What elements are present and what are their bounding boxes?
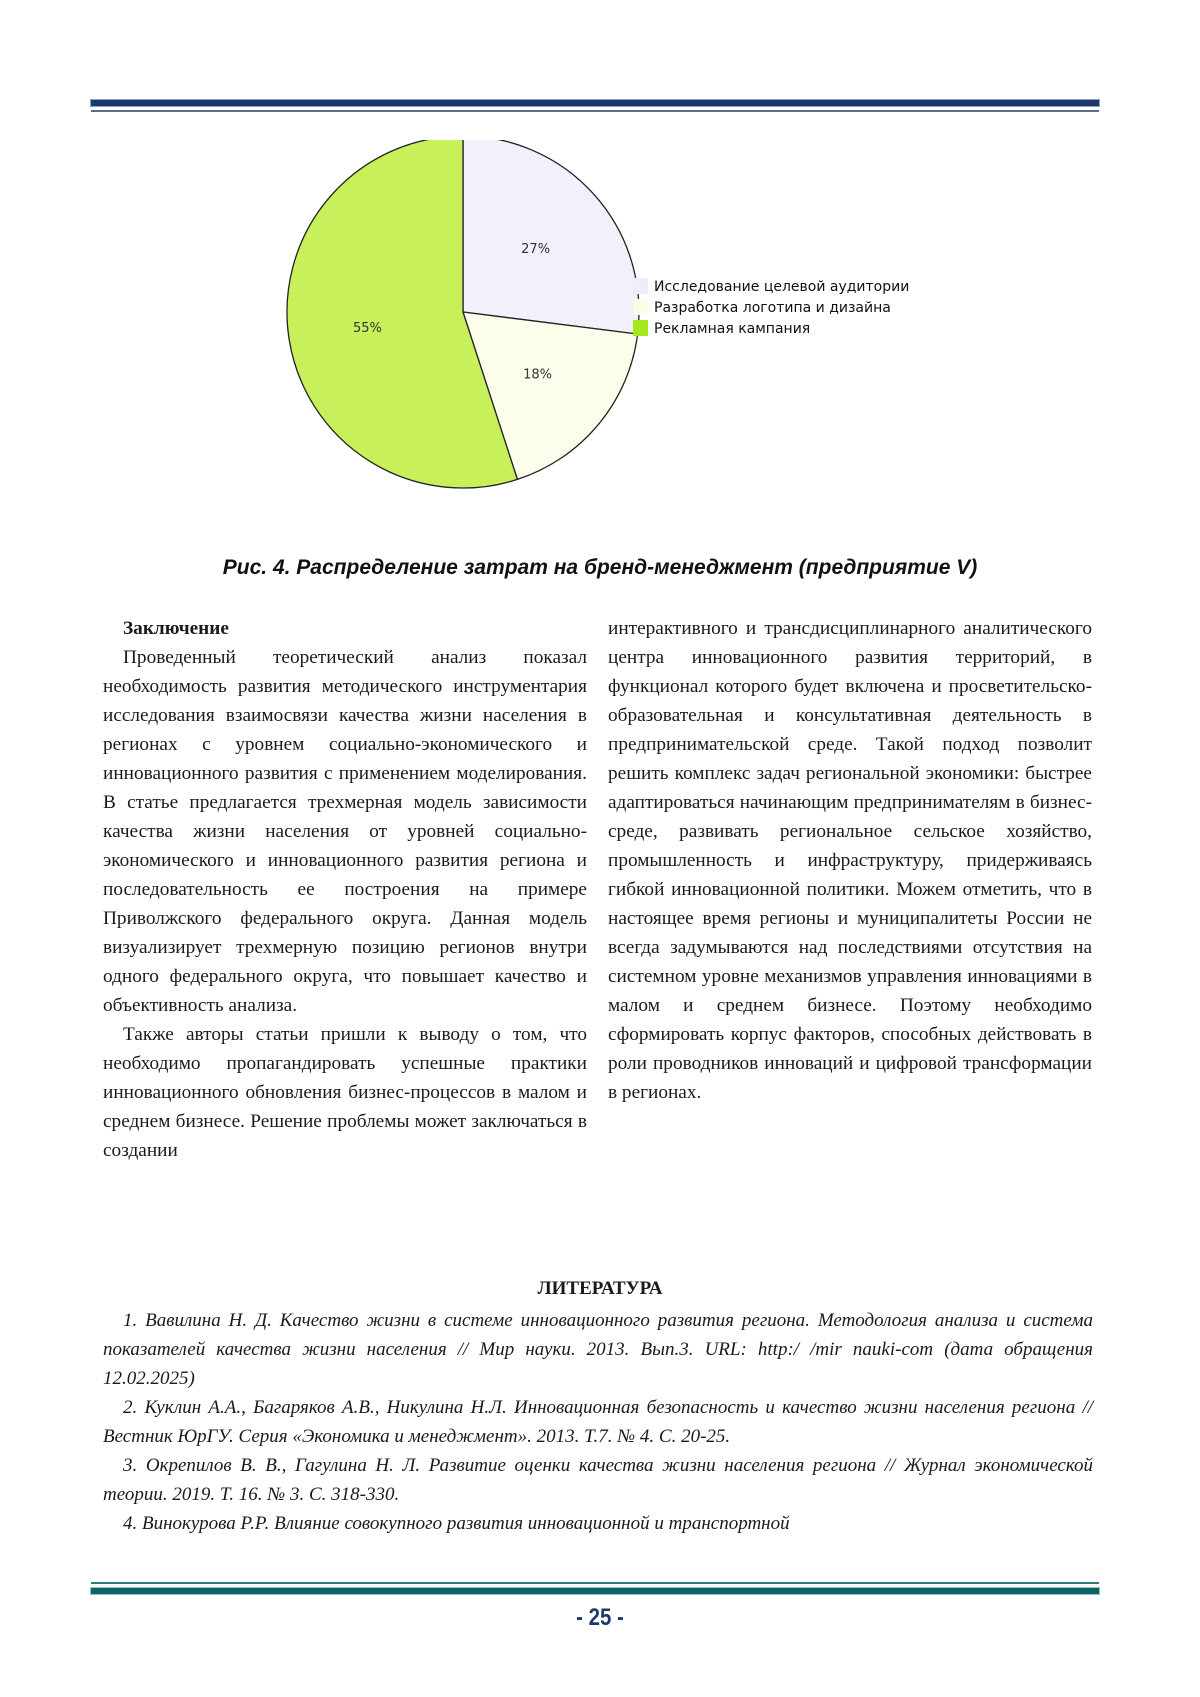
pie-slice-label: 27%	[521, 241, 551, 257]
right-column	[608, 614, 1092, 1107]
header-rule-thin	[91, 110, 1099, 112]
reference-item: 4. Винокурова Р.Р. Влияние совокупного развития инновационной и транспортной	[123, 1513, 790, 1534]
pie-chart	[260, 140, 1060, 560]
section-heading-conclusion: Заключение	[123, 618, 229, 639]
figure-caption: Рис. 4. Распределение затрат на бренд-менеджмент (предприятие V)	[222, 556, 978, 579]
legend-swatch	[633, 299, 648, 315]
reference-item: 2. Куклин А.А., Багаряков А.В., Никулина Н.Л. Инновационная безопасность и качество жизни населения региона // Вестник ЮрГУ. Серия «Экономика и менеджмент». 2013. Т.7. № 4. С. 20-25.	[103, 1397, 1093, 1447]
legend-label: Исследование целевой аудитории	[654, 279, 910, 295]
left-column	[103, 614, 587, 1165]
pie-slice-label: 55%	[352, 321, 382, 337]
pie-slice-label: 18%	[523, 367, 553, 383]
pie-slices	[287, 140, 639, 488]
paragraph: интерактивного и трансдисциплинарного аналитического центра инновационного развития территорий, в функционал которого будет включена и просветительско-образовательная и консультативная деятельность в предпринимательской среде. Такой подход позволит решить комплекс задач региональной экономики: быстрее адаптироваться начинающим предпринимателям в бизнес-среде, развивать региональное сельское хозяйство, промышленность и инфраструктуру, придерживаясь гибкой инновационной политики. Можем отметить, что в настоящее время регионы и муниципалитеты России не всегда задумываются над последствиями отсутствия на системном уровне механизмов управления инновациями в малом и среднем бизнесе. Поэтому необходимо сформировать корпус факторов, способных действовать в роли проводников инноваций и цифровой трансформации в регионах.	[608, 618, 1092, 1103]
legend-swatch	[633, 320, 648, 336]
references-title: ЛИТЕРАТУРА	[537, 1278, 663, 1299]
header-rule-thick	[91, 100, 1099, 106]
references-list	[103, 1306, 1093, 1538]
reference-item: 1. Вавилина Н. Д. Качество жизни в системе инновационного развития региона. Методология анализа и система показателей качества жизни населения // Мир науки. 2013. Вып.3. URL: http:/ /mir nauki-com (дата обращения 12.02.2025)	[103, 1310, 1093, 1389]
pie-slice-1	[463, 140, 639, 334]
paragraph: Проведенный теоретический анализ показал необходимость развития методического инструментария исследования взаимосвязи качества жизни населения в регионах с уровнем социально-экономического и инновационного развития с применением моделирования. В статье предлагается трехмерная модель зависимости качества жизни населения от уровней социально-экономического и инновационного развития региона и последовательность ее построения на примере Приволжского федерального округа. Данная модель визуализирует трехмерную позицию регионов внутри одного федерального округа, что повышает качество и объективность анализа.	[103, 647, 587, 1016]
reference-item: 3. Окрепилов В. В., Гагулина Н. Л. Развитие оценки качества жизни населения региона // Журнал экономической теории. 2019. Т. 16. № 3. С. 318-330.	[103, 1455, 1093, 1505]
legend-label: Разработка логотипа и дизайна	[654, 300, 891, 316]
paragraph: Также авторы статьи пришли к выводу о том, что необходимо пропагандировать успешные практики инновационного обновления бизнес-процессов в малом и среднем бизнесе. Решение проблемы может заключаться в создании	[103, 1024, 587, 1161]
footer-rule-thick	[91, 1588, 1099, 1594]
page-number: - 25 -	[576, 1604, 624, 1631]
chart-legend	[633, 278, 909, 337]
legend-swatch	[633, 278, 648, 294]
legend-label: Рекламная кампания	[654, 321, 811, 337]
footer-rule-thin	[91, 1582, 1099, 1584]
